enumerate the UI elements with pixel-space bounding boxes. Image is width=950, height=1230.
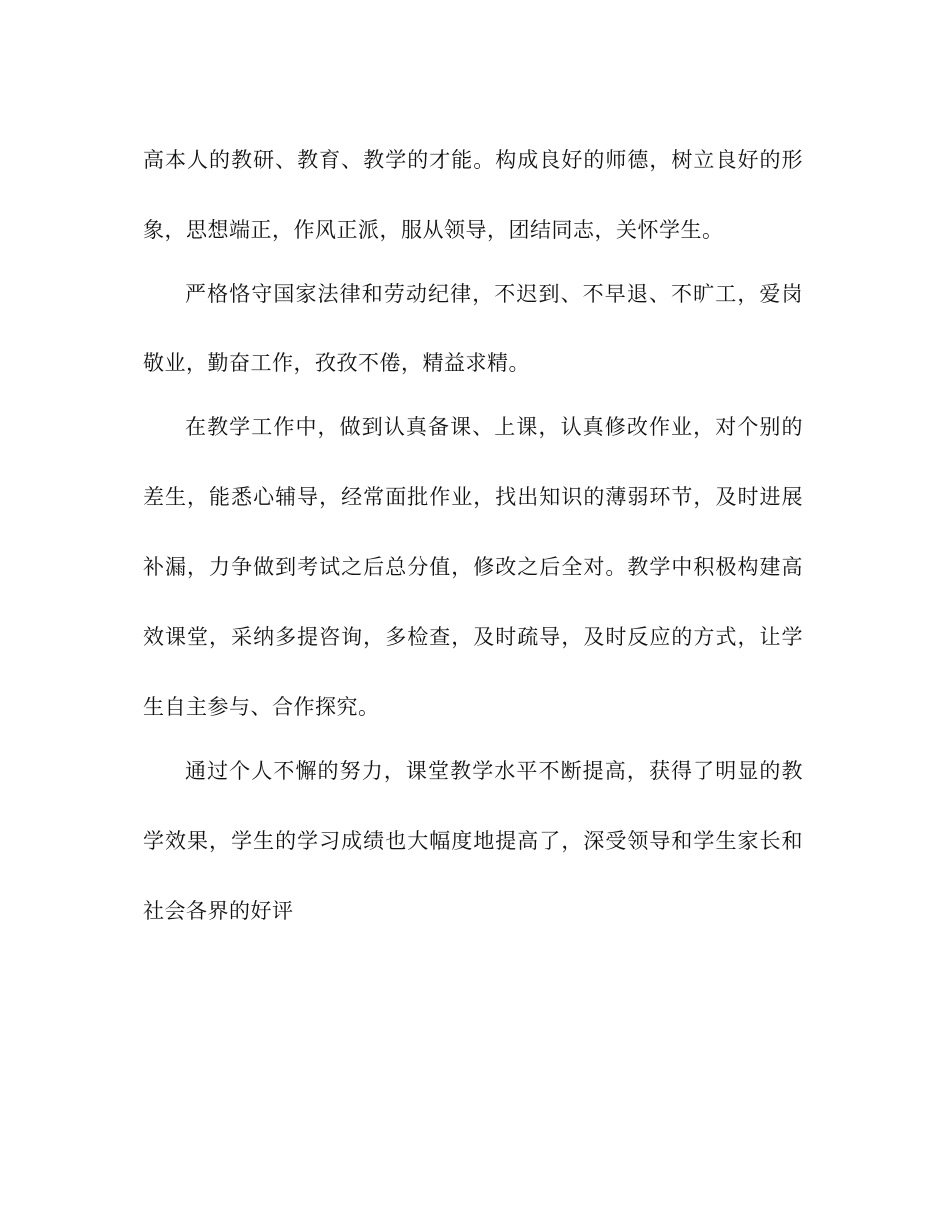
paragraph-4-line-3: 社会各界的好评: [143, 899, 294, 923]
paragraph-3-line-3: 补漏，力争做到考试之后总分值，修改之后全对。教学中积极构建高: [143, 555, 803, 579]
paragraph-2-line-1: 严格恪守国家法律和劳动纪律，不迟到、不早退、不旷工，爱岗: [185, 282, 803, 306]
paragraph-4-line-1: 通过个人不懈的努力，课堂教学水平不断提高，获得了明显的教: [185, 759, 803, 783]
paragraph-2-line-2: 敬业，勤奋工作，孜孜不倦，精益求精。: [143, 351, 530, 375]
paragraph-3-line-1: 在教学工作中，做到认真备课、上课，认真修改作业，对个别的: [185, 415, 803, 439]
paragraph-4-line-2: 学效果，学生的学习成绩也大幅度地提高了，深受领导和学生家长和: [143, 829, 803, 853]
paragraph-1-line-1: 高本人的教研、教育、教学的才能。构成良好的师德，树立良好的形: [143, 148, 803, 172]
paragraph-3-line-5: 生自主参与、合作探究。: [143, 695, 380, 719]
paragraph-3-line-4: 效课堂，采纳多提咨询，多检查，及时疏导，及时反应的方式，让学: [143, 625, 803, 649]
paragraph-3-line-2: 差生，能悉心辅导，经常面批作业，找出知识的薄弱环节，及时进展: [143, 485, 803, 509]
paragraph-1-line-2: 象，思想端正，作风正派，服从领导，团结同志，关怀学生。: [143, 218, 724, 242]
